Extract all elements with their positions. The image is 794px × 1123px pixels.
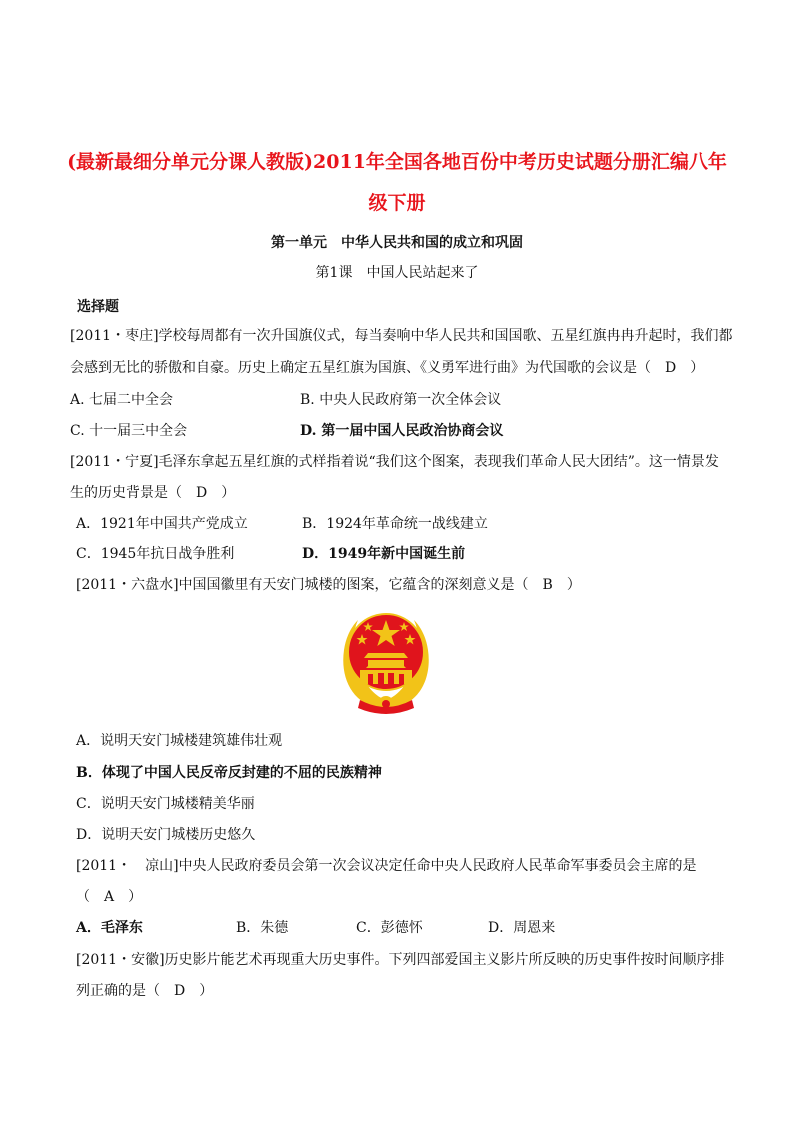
q3-option-d: D．说明天安门城楼历史悠久	[76, 827, 256, 843]
q2-stem-line-2: 生的历史背景是（ D ）	[70, 485, 236, 501]
q3-option-a: A．说明天安门城楼建筑雄伟壮观	[76, 733, 283, 749]
q4-stem-line-2: （ A ）	[76, 889, 143, 905]
q4-option-c: C．彭德怀	[356, 920, 423, 936]
q1-option-b: B. 中央人民政府第一次全体会议	[300, 392, 502, 408]
q4-option-a-answer: A．毛泽东	[76, 920, 143, 936]
q1-option-a: A. 七届二中全会	[70, 392, 174, 408]
document-title-line-2: 级下册	[368, 192, 426, 214]
section-label: 选择题	[77, 299, 119, 315]
q3-option-b-answer: B．体现了中国人民反帝反封建的不屈的民族精神	[76, 765, 382, 781]
q1-option-c: C. 十一届三中全会	[70, 423, 188, 439]
q5-stem-line-1: [2011・安徽]历史影片能艺术再现重大历史事件。下列四部爱国主义影片所反映的历史事件按时间顺序排	[76, 952, 725, 968]
unit-heading: 第一单元 中华人民共和国的成立和巩固	[271, 235, 523, 251]
q1-option-d-answer: D. 第一届中国人民政治协商会议	[300, 423, 504, 439]
q2-option-b: B．1924年革命统一战线建立	[302, 516, 488, 532]
document-title-line-1: (最新最细分单元分课人教版)2011年全国各地百份中考历史试题分册汇编八年	[67, 151, 727, 173]
q4-stem-line-1: [2011・ 凉山]中央人民政府委员会第一次会议决定任命中央人民政府人民革命军事委员会主席的是	[76, 858, 697, 874]
q4-option-d: D．周恩来	[488, 920, 556, 936]
national-emblem-image	[338, 606, 434, 718]
q2-option-d-answer: D．1949年新中国诞生前	[302, 546, 466, 562]
q2-stem-line-1: [2011・宁夏]毛泽东拿起五星红旗的式样指着说“我们这个图案，表现我们革命人民大团结”。这一情景发	[70, 454, 719, 470]
q5-stem-line-2: 列正确的是（ D ）	[76, 983, 214, 999]
lesson-heading: 第1课 中国人民站起来了	[315, 265, 479, 281]
q3-stem-line-1: [2011・六盘水]中国国徽里有天安门城楼的图案，它蕴含的深刻意义是（ B ）	[76, 577, 581, 593]
q1-stem-line-1: [2011・枣庄]学校每周都有一次升国旗仪式，每当奏响中华人民共和国国歌、五星红旗冉冉升起时，我们都	[70, 328, 733, 344]
q3-option-c: C．说明天安门城楼精美华丽	[76, 796, 255, 812]
q2-option-c: C．1945年抗日战争胜利	[76, 546, 235, 562]
q4-option-b: B．朱德	[236, 920, 289, 936]
q1-stem-line-2: 会感到无比的骄傲和自豪。历史上确定五星红旗为国旗、《义勇军进行曲》为代国歌的会议是（ D ）	[70, 360, 705, 376]
q2-option-a: A．1921年中国共产党成立	[76, 516, 248, 532]
